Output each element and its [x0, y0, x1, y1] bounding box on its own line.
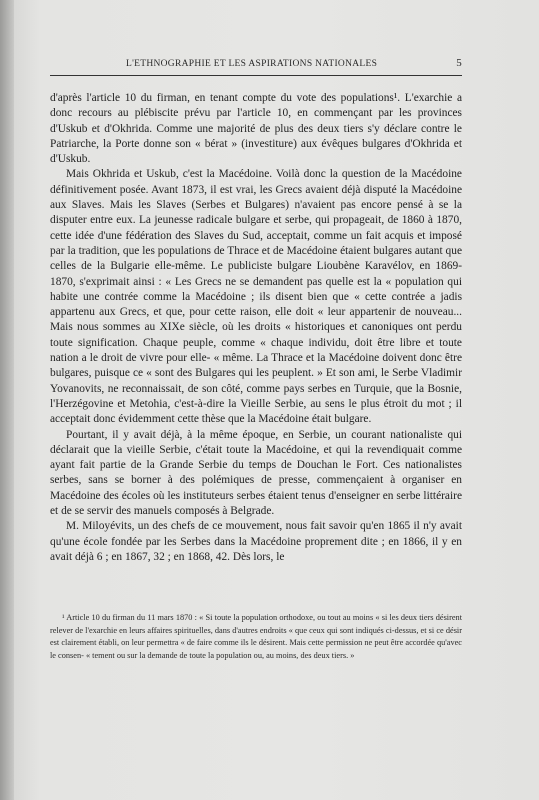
- paragraph-3: Pourtant, il y avait déjà, à la même époque, en Serbie, un courant nationaliste qui déclarait que la vieille Serbie, c'était toute la Macédoine, et qui la revendiquait comme ayant fait partie de la Grande Serbie du temps de Douchan le Fort. Ces nationalistes serbes, sans se borner à des polémiques de presse, commençaient à organiser en Macédoine des écoles où les instituteurs serbes étaient tenus d'enseigner en serbe littéraire et de se servir des manuels composés à Belgrade.: [50, 428, 462, 518]
- footnote-text: ¹ Article 10 du firman du 11 mars 1870 : « Si toute la population orthodoxe, ou tout au moins « si les deux tiers désirent relever de l'exarchie en leurs affaires spirituelles, dans d'autres endroits « que ceux qui sont indiqués ci-dessus, et si ce désir est clairement établi, on leur permettra « de faire comme ils le désirent. Mais cette permission ne peut être accordée qu'avec le consen- « tement ou sur la demande de toute la population ou, au moins, des deux tiers. »: [50, 613, 462, 660]
- page-number: 5: [456, 57, 462, 69]
- footnote: [50, 612, 462, 662]
- page-gutter-shadow: [0, 0, 14, 800]
- paragraph-4: M. Miloyévits, un des chefs de ce mouvement, nous fait savoir qu'en 1865 il n'y avait qu'une école fondée par les Serbes dans la Macédoine proprement dite ; en 1866, il y en avait déjà 6 ; en 1867, 32 ; en 1868, 42. Dès lors, le: [50, 520, 462, 563]
- running-title: L'ETHNOGRAPHIE ET LES ASPIRATIONS NATIONALES: [126, 59, 378, 69]
- paragraph-1: d'après l'article 10 du firman, en tenant compte du vote des populations¹. L'exarchie a donc recours au plébiscite prévu par l'article 10, en commençant par les provinces d'Uskub et d'Okhrida. Comme une majorité de plus des deux tiers s'y déclare contre le Patriarche, la Porte donne son « bérat » (investiture) aux évêques bulgares d'Okhrida et d'Uskub.: [50, 92, 462, 166]
- running-header: [50, 57, 462, 76]
- paragraph-2: Mais Okhrida et Uskub, c'est la Macédoine. Voilà donc la question de la Macédoine définitivement posée. Avant 1873, il est vrai, les Grecs avaient déjà disputé la Macédoine aux Slaves. Mais les Slaves (Serbes et Bulgares) n'avaient pas encore pensé à se la disputer entre eux. La jeunesse radicale bulgare et serbe, qui propageait, de 1860 à 1870, cette idée d'une fédération des Slaves du Sud, acceptait, comme un fait acquis et imposé par la tradition, que les populations de Thrace et de Macédoine étaient bulgares autant que celles de la Bulgarie elle-même. Le publiciste bulgare Lioubène Karavélov, en 1869-1870, s'exprimait ainsi : « Les Grecs ne se demandent pas quelle est la « population qui habite une contrée comme la Macédoine ; ils disent bien que « cette contrée a jadis appartenu aux Grecs, et que, pour cette raison, elle doit « leur appartenir de nouveau... Mais nous sommes au XIXe siècle, où les droits « historiques et canoniques ont perdu toute signification. Chaque peuple, comme « chaque individu, doit être libre et toute nation a le droit de vivre pour elle- « même. La Thrace et la Macédoine doivent donc être bulgares, puisque ce « sont des Bulgares qui les peuplent. » Et son ami, le Serbe Vladimir Yovanovits, ne reconnaissait, de son côté, comme pays serbes en Turquie, que la Bosnie, l'Herzégovine et Metohia, c'est-à-dire la Vieille Serbie, au sens le plus étroit du mot ; il acceptait donc évidemment cette thèse que la Macédoine était bulgare.: [50, 168, 462, 426]
- main-text: [50, 91, 462, 565]
